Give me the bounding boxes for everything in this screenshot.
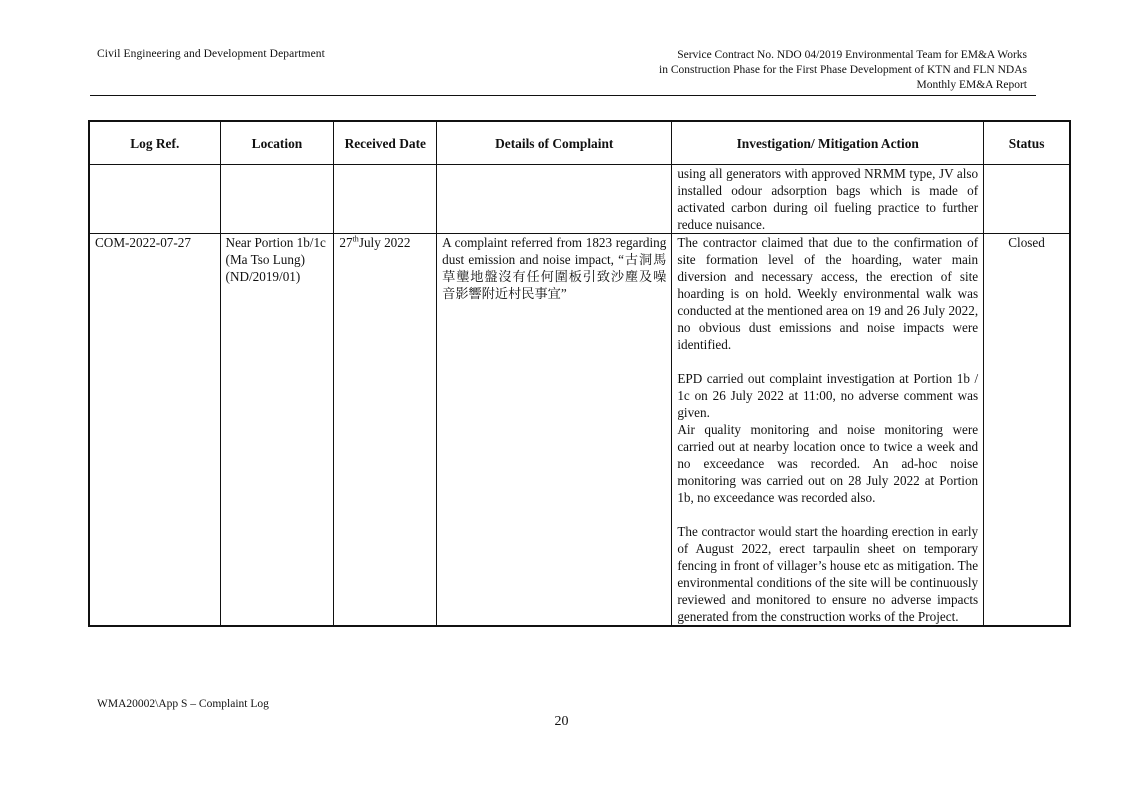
- cell-details: A complaint referred from 1823 regarding dust emission and noise impact, “古洞馬草壟地盤沒有任何圍板引致沙塵及噪音影響附近村民事宜”: [437, 234, 672, 627]
- cell-investigation: [672, 234, 984, 627]
- column-header-received-date: Received Date: [334, 121, 437, 165]
- investigation-paragraph-3: Air quality monitoring and noise monitoring were carried out at nearby location once to twice a week and no exceedance was recorded. An ad-hoc noise monitoring was carried out on 28 July 2022 at Portion 1b, no exceedance was recorded also.: [677, 422, 979, 505]
- cell-received-date: [334, 234, 437, 627]
- header-contract-info: [659, 48, 1027, 93]
- cell-status-empty: [984, 165, 1070, 234]
- cell-date-empty: [334, 165, 437, 234]
- column-header-status: Status: [984, 121, 1070, 165]
- received-day: 27: [339, 235, 353, 250]
- cell-location-empty: [220, 165, 334, 234]
- column-header-log-ref: Log Ref.: [89, 121, 220, 165]
- header-contract-line2: in Construction Phase for the First Phase Development of KTN and FLN NDAs: [659, 64, 1027, 76]
- complaint-log-table: [88, 120, 1071, 627]
- cell-investigation-continued: using all generators with approved NRMM type, JV also installed odour adsorption bags which is made of activated carbon during oil fueling practice to further reduce nuisance.: [672, 165, 984, 234]
- received-day-suffix: th: [352, 234, 359, 244]
- paragraph-spacer: [677, 353, 978, 370]
- column-header-investigation: Investigation/ Mitigation Action: [672, 121, 984, 165]
- cell-location: Near Portion 1b/1c (Ma Tso Lung) (ND/2019/01): [220, 234, 334, 627]
- cell-log-ref: COM-2022-07-27: [89, 234, 220, 627]
- investigation-paragraph-4: The contractor would start the hoarding erection in early of August 2022, erect tarpaulin sheet on temporary fencing in front of villager’s house etc as mitigation. The environmental conditions of the site will be continuously reviewed and monitored to ensure no adverse impacts generated from the construction works of the Project.: [677, 524, 979, 624]
- footer-document-ref: WMA20002\App S – Complaint Log: [97, 698, 269, 710]
- column-header-details: Details of Complaint: [437, 121, 672, 165]
- header-contract-line1: Service Contract No. NDO 04/2019 Environmental Team for EM&A Works: [677, 49, 1027, 61]
- cell-status: Closed: [984, 234, 1070, 627]
- paragraph-spacer: [677, 506, 978, 523]
- investigation-paragraph-2: EPD carried out complaint investigation at Portion 1b / 1c on 26 July 2022 at 11:00, no adverse comment was given.: [677, 371, 979, 420]
- page-number: 20: [554, 714, 569, 729]
- table-row-continuation: [89, 165, 1070, 234]
- received-month-year: July 2022: [358, 235, 411, 250]
- table-header-row: [89, 121, 1070, 165]
- header-organization: Civil Engineering and Development Department: [97, 48, 325, 60]
- investigation-paragraph-1: The contractor claimed that due to the confirmation of site formation level of the hoarding, water main diversion and necessary access, the erection of site hoarding is on hold. Weekly environmental walk was conducted at the mentioned area on 19 and 26 July 2022, no obvious dust emissions and noise impacts were identified.: [677, 235, 979, 352]
- cell-details-empty: [437, 165, 672, 234]
- column-header-location: Location: [220, 121, 334, 165]
- header-report-title: Monthly EM&A Report: [916, 79, 1027, 91]
- cell-log-ref-empty: [89, 165, 220, 234]
- table-row: [89, 234, 1070, 627]
- header-divider: [90, 95, 1036, 96]
